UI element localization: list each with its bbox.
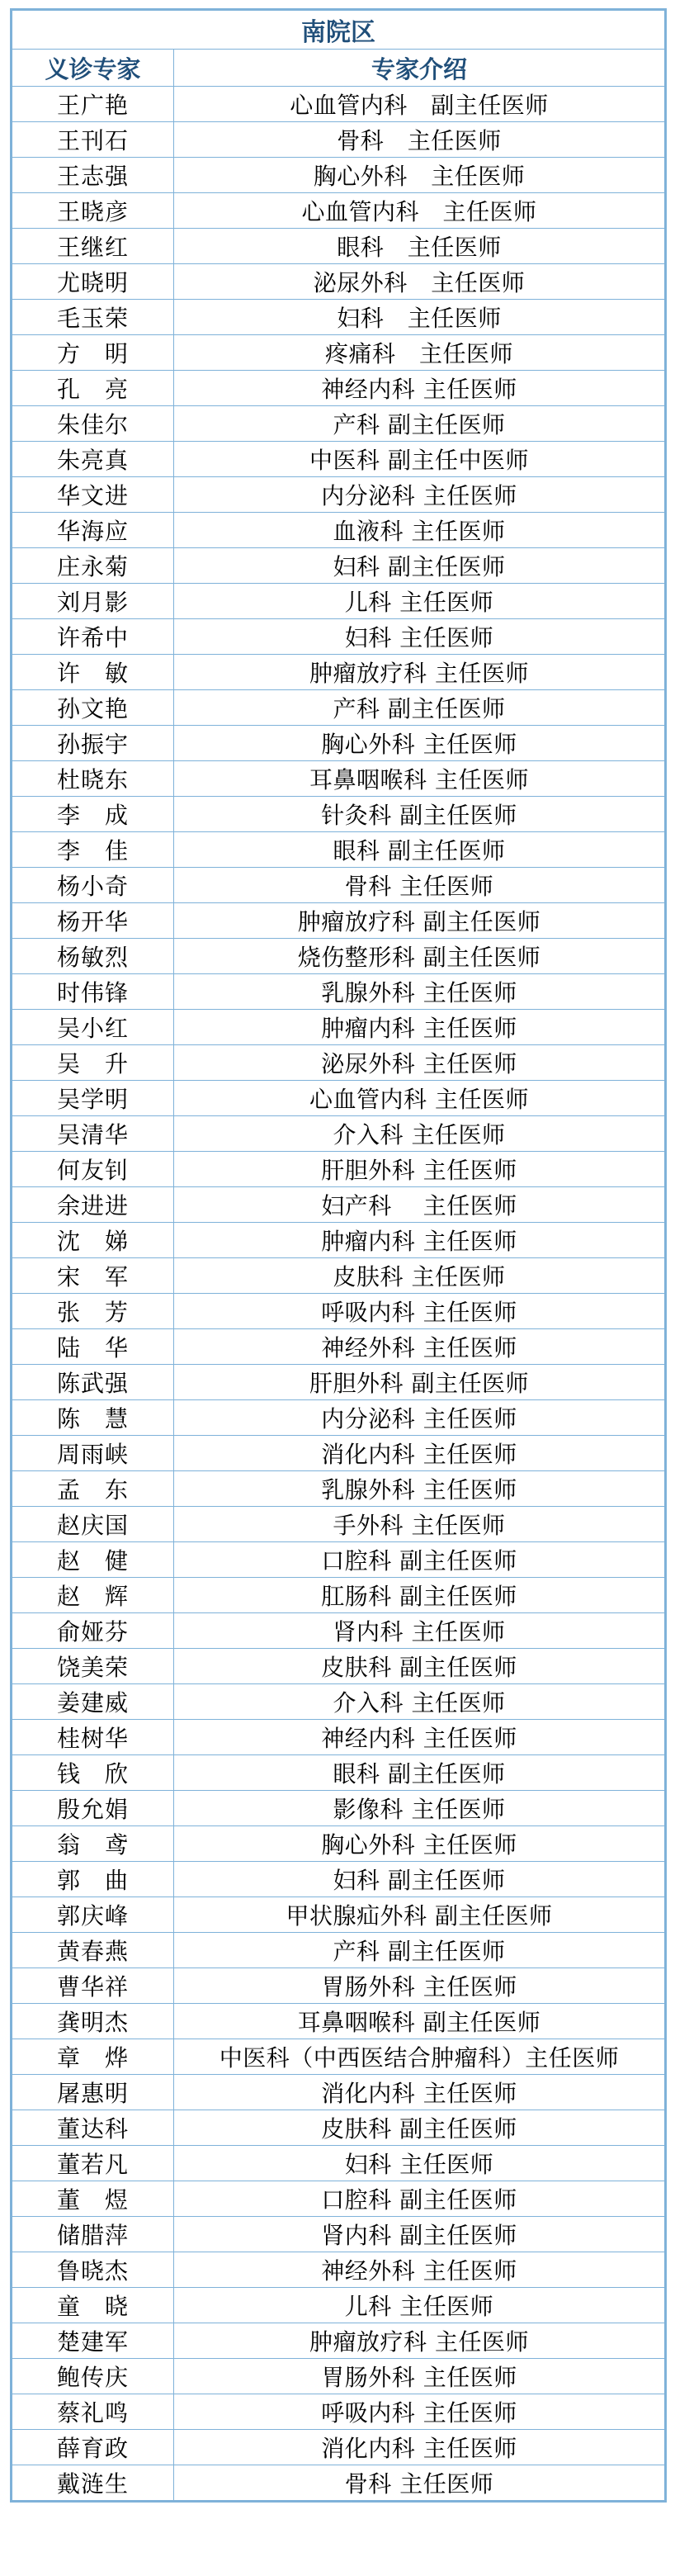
table-row bbox=[12, 1400, 665, 1436]
table-row bbox=[12, 939, 665, 974]
table-title: 南院区 bbox=[12, 11, 665, 50]
expert-intro: 血液科 主任医师 bbox=[174, 513, 665, 548]
expert-name: 董 煜 bbox=[12, 2181, 174, 2217]
table-row bbox=[12, 1720, 665, 1755]
expert-intro: 肿瘤放疗科 副主任医师 bbox=[174, 903, 665, 939]
table-row bbox=[12, 335, 665, 371]
table-row bbox=[12, 1010, 665, 1045]
expert-intro: 肿瘤放疗科 主任医师 bbox=[174, 2323, 665, 2359]
expert-table-container bbox=[10, 8, 667, 2503]
expert-name: 陈 慧 bbox=[12, 1400, 174, 1436]
table-header-row bbox=[12, 50, 665, 87]
table-row bbox=[12, 797, 665, 832]
table-row bbox=[12, 1045, 665, 1081]
table-row bbox=[12, 1294, 665, 1329]
expert-intro: 肾内科 副主任医师 bbox=[174, 2217, 665, 2252]
expert-intro: 烧伤整形科 副主任医师 bbox=[174, 939, 665, 974]
expert-name: 时伟锋 bbox=[12, 974, 174, 1010]
expert-name: 孟 东 bbox=[12, 1471, 174, 1507]
expert-intro: 皮肤科 副主任医师 bbox=[174, 1649, 665, 1684]
table-row bbox=[12, 1968, 665, 2004]
table-row bbox=[12, 1684, 665, 1720]
table-row bbox=[12, 158, 665, 193]
expert-intro: 皮肤科 主任医师 bbox=[174, 1258, 665, 1294]
expert-intro: 心血管内科 主任医师 bbox=[174, 1081, 665, 1116]
table-row bbox=[12, 1471, 665, 1507]
expert-intro: 肿瘤内科 主任医师 bbox=[174, 1010, 665, 1045]
expert-name: 庄永菊 bbox=[12, 548, 174, 584]
expert-intro: 胃肠外科 主任医师 bbox=[174, 2359, 665, 2394]
expert-intro: 内分泌科 主任医师 bbox=[174, 1400, 665, 1436]
table-row bbox=[12, 513, 665, 548]
table-row bbox=[12, 2288, 665, 2323]
table-row bbox=[12, 1613, 665, 1649]
expert-name: 薛育政 bbox=[12, 2430, 174, 2465]
expert-name: 桂树华 bbox=[12, 1720, 174, 1755]
expert-name: 储腊萍 bbox=[12, 2217, 174, 2252]
table-row bbox=[12, 584, 665, 619]
expert-intro: 胸心外科 主任医师 bbox=[174, 158, 665, 193]
expert-name: 吴学明 bbox=[12, 1081, 174, 1116]
expert-intro: 耳鼻咽喉科 副主任医师 bbox=[174, 2004, 665, 2039]
table-row bbox=[12, 1507, 665, 1542]
expert-name: 翁 鸢 bbox=[12, 1826, 174, 1862]
expert-intro: 泌尿外科 主任医师 bbox=[174, 1045, 665, 1081]
expert-name: 蔡礼鸣 bbox=[12, 2394, 174, 2430]
expert-intro: 胃肠外科 主任医师 bbox=[174, 1968, 665, 2004]
expert-intro: 肿瘤内科 主任医师 bbox=[174, 1223, 665, 1258]
table-row bbox=[12, 2181, 665, 2217]
expert-intro: 心血管内科 主任医师 bbox=[174, 193, 665, 229]
expert-name: 王志强 bbox=[12, 158, 174, 193]
expert-intro: 骨科 主任医师 bbox=[174, 2465, 665, 2501]
table-body bbox=[12, 87, 665, 2501]
table-row bbox=[12, 868, 665, 903]
expert-intro: 介入科 主任医师 bbox=[174, 1684, 665, 1720]
expert-intro: 眼科 副主任医师 bbox=[174, 832, 665, 868]
expert-name: 方 明 bbox=[12, 335, 174, 371]
expert-name: 童 晓 bbox=[12, 2288, 174, 2323]
expert-intro: 神经内科 主任医师 bbox=[174, 1720, 665, 1755]
expert-name: 许 敏 bbox=[12, 655, 174, 690]
table-row bbox=[12, 2430, 665, 2465]
expert-name: 朱亮真 bbox=[12, 442, 174, 477]
expert-intro: 肛肠科 副主任医师 bbox=[174, 1578, 665, 1613]
expert-intro: 妇产科 主任医师 bbox=[174, 1187, 665, 1223]
table-row bbox=[12, 2323, 665, 2359]
expert-intro: 心血管内科 副主任医师 bbox=[174, 87, 665, 122]
expert-name: 赵 健 bbox=[12, 1542, 174, 1578]
expert-intro: 妇科 主任医师 bbox=[174, 619, 665, 655]
table-row bbox=[12, 2359, 665, 2394]
expert-intro: 中医科（中西医结合肿瘤科）主任医师 bbox=[174, 2039, 665, 2075]
table-row bbox=[12, 1329, 665, 1365]
table-row bbox=[12, 1365, 665, 1400]
table-row bbox=[12, 1152, 665, 1187]
expert-name: 朱佳尔 bbox=[12, 406, 174, 442]
expert-intro: 神经外科 主任医师 bbox=[174, 2252, 665, 2288]
expert-intro: 妇科 主任医师 bbox=[174, 300, 665, 335]
header-intro: 专家介绍 bbox=[174, 50, 665, 87]
table-row bbox=[12, 619, 665, 655]
table-row bbox=[12, 1897, 665, 1933]
table-row bbox=[12, 655, 665, 690]
table-row bbox=[12, 193, 665, 229]
table-row bbox=[12, 2004, 665, 2039]
table-row bbox=[12, 2075, 665, 2110]
expert-name: 章 烨 bbox=[12, 2039, 174, 2075]
table-row bbox=[12, 371, 665, 406]
expert-intro: 口腔科 副主任医师 bbox=[174, 1542, 665, 1578]
expert-intro: 眼科 主任医师 bbox=[174, 229, 665, 264]
table-row bbox=[12, 1578, 665, 1613]
expert-name: 楚建军 bbox=[12, 2323, 174, 2359]
table-row bbox=[12, 1862, 665, 1897]
expert-intro: 乳腺外科 主任医师 bbox=[174, 974, 665, 1010]
expert-name: 何友钊 bbox=[12, 1152, 174, 1187]
expert-name: 李 成 bbox=[12, 797, 174, 832]
expert-intro: 眼科 副主任医师 bbox=[174, 1755, 665, 1791]
expert-name: 王广艳 bbox=[12, 87, 174, 122]
expert-name: 鲁晓杰 bbox=[12, 2252, 174, 2288]
expert-name: 孔 亮 bbox=[12, 371, 174, 406]
expert-intro: 骨科 主任医师 bbox=[174, 868, 665, 903]
expert-intro: 妇科 副主任医师 bbox=[174, 548, 665, 584]
expert-intro: 口腔科 副主任医师 bbox=[174, 2181, 665, 2217]
expert-intro: 肾内科 主任医师 bbox=[174, 1613, 665, 1649]
expert-intro: 儿科 主任医师 bbox=[174, 584, 665, 619]
expert-name: 殷允娟 bbox=[12, 1791, 174, 1826]
table-row bbox=[12, 122, 665, 158]
expert-name: 杨开华 bbox=[12, 903, 174, 939]
table-row bbox=[12, 2465, 665, 2501]
table-row bbox=[12, 1791, 665, 1826]
expert-name: 华文进 bbox=[12, 477, 174, 513]
table-row bbox=[12, 1187, 665, 1223]
expert-name: 姜建威 bbox=[12, 1684, 174, 1720]
table-row bbox=[12, 1436, 665, 1471]
expert-intro: 儿科 主任医师 bbox=[174, 2288, 665, 2323]
expert-intro: 内分泌科 主任医师 bbox=[174, 477, 665, 513]
table-row bbox=[12, 690, 665, 726]
expert-name: 孙振宇 bbox=[12, 726, 174, 761]
expert-intro: 肝胆外科 副主任医师 bbox=[174, 1365, 665, 1400]
table-row bbox=[12, 2039, 665, 2075]
expert-intro: 介入科 主任医师 bbox=[174, 1116, 665, 1152]
table-row bbox=[12, 264, 665, 300]
expert-name: 余进进 bbox=[12, 1187, 174, 1223]
header-expert: 义诊专家 bbox=[12, 50, 174, 87]
expert-intro: 乳腺外科 主任医师 bbox=[174, 1471, 665, 1507]
expert-name: 郭 曲 bbox=[12, 1862, 174, 1897]
expert-name: 沈 娣 bbox=[12, 1223, 174, 1258]
expert-table bbox=[12, 10, 665, 2501]
expert-intro: 妇科 副主任医师 bbox=[174, 1862, 665, 1897]
table-row bbox=[12, 2394, 665, 2430]
expert-name: 毛玉荣 bbox=[12, 300, 174, 335]
expert-name: 杨小奇 bbox=[12, 868, 174, 903]
expert-name: 张 芳 bbox=[12, 1294, 174, 1329]
table-row bbox=[12, 1755, 665, 1791]
expert-intro: 消化内科 主任医师 bbox=[174, 2430, 665, 2465]
table-row bbox=[12, 548, 665, 584]
expert-intro: 肿瘤放疗科 主任医师 bbox=[174, 655, 665, 690]
table-row bbox=[12, 903, 665, 939]
expert-name: 王刊石 bbox=[12, 122, 174, 158]
expert-intro: 肝胆外科 主任医师 bbox=[174, 1152, 665, 1187]
expert-intro: 产科 副主任医师 bbox=[174, 1933, 665, 1968]
expert-name: 曹华祥 bbox=[12, 1968, 174, 2004]
table-row bbox=[12, 2110, 665, 2146]
expert-name: 鲍传庆 bbox=[12, 2359, 174, 2394]
expert-intro: 胸心外科 主任医师 bbox=[174, 726, 665, 761]
table-row bbox=[12, 1258, 665, 1294]
expert-intro: 中医科 副主任中医师 bbox=[174, 442, 665, 477]
table-row bbox=[12, 1826, 665, 1862]
table-row bbox=[12, 2252, 665, 2288]
expert-name: 周雨峡 bbox=[12, 1436, 174, 1471]
expert-name: 王继红 bbox=[12, 229, 174, 264]
expert-name: 钱 欣 bbox=[12, 1755, 174, 1791]
expert-name: 吴清华 bbox=[12, 1116, 174, 1152]
expert-name: 赵庆国 bbox=[12, 1507, 174, 1542]
expert-intro: 胸心外科 主任医师 bbox=[174, 1826, 665, 1862]
expert-name: 屠惠明 bbox=[12, 2075, 174, 2110]
expert-name: 赵 辉 bbox=[12, 1578, 174, 1613]
table-row bbox=[12, 1081, 665, 1116]
expert-intro: 耳鼻咽喉科 主任医师 bbox=[174, 761, 665, 797]
expert-name: 华海应 bbox=[12, 513, 174, 548]
expert-name: 俞娅芬 bbox=[12, 1613, 174, 1649]
expert-name: 刘月影 bbox=[12, 584, 174, 619]
table-row bbox=[12, 2217, 665, 2252]
expert-intro: 疼痛科 主任医师 bbox=[174, 335, 665, 371]
expert-intro: 泌尿外科 主任医师 bbox=[174, 264, 665, 300]
expert-intro: 呼吸内科 主任医师 bbox=[174, 1294, 665, 1329]
expert-name: 龚明杰 bbox=[12, 2004, 174, 2039]
expert-name: 郭庆峰 bbox=[12, 1897, 174, 1933]
table-row bbox=[12, 761, 665, 797]
expert-name: 饶美荣 bbox=[12, 1649, 174, 1684]
table-row bbox=[12, 726, 665, 761]
table-row bbox=[12, 442, 665, 477]
expert-name: 尤晓明 bbox=[12, 264, 174, 300]
table-row bbox=[12, 1223, 665, 1258]
table-row bbox=[12, 229, 665, 264]
expert-name: 戴涟生 bbox=[12, 2465, 174, 2501]
expert-intro: 手外科 主任医师 bbox=[174, 1507, 665, 1542]
expert-intro: 消化内科 主任医师 bbox=[174, 2075, 665, 2110]
expert-name: 吴小红 bbox=[12, 1010, 174, 1045]
expert-intro: 消化内科 主任医师 bbox=[174, 1436, 665, 1471]
expert-name: 吴 升 bbox=[12, 1045, 174, 1081]
expert-intro: 呼吸内科 主任医师 bbox=[174, 2394, 665, 2430]
expert-name: 杨敏烈 bbox=[12, 939, 174, 974]
expert-intro: 妇科 主任医师 bbox=[174, 2146, 665, 2181]
expert-intro: 神经内科 主任医师 bbox=[174, 371, 665, 406]
expert-intro: 针灸科 副主任医师 bbox=[174, 797, 665, 832]
table-row bbox=[12, 300, 665, 335]
table-title-row bbox=[12, 11, 665, 50]
table-row bbox=[12, 87, 665, 122]
expert-intro: 产科 副主任医师 bbox=[174, 690, 665, 726]
table-row bbox=[12, 477, 665, 513]
expert-name: 王晓彦 bbox=[12, 193, 174, 229]
table-row bbox=[12, 1542, 665, 1578]
expert-intro: 神经外科 主任医师 bbox=[174, 1329, 665, 1365]
expert-intro: 甲状腺疝外科 副主任医师 bbox=[174, 1897, 665, 1933]
expert-name: 杜晓东 bbox=[12, 761, 174, 797]
expert-intro: 产科 副主任医师 bbox=[174, 406, 665, 442]
expert-name: 董若凡 bbox=[12, 2146, 174, 2181]
expert-name: 董达科 bbox=[12, 2110, 174, 2146]
expert-name: 黄春燕 bbox=[12, 1933, 174, 1968]
table-row bbox=[12, 974, 665, 1010]
table-row bbox=[12, 832, 665, 868]
table-row bbox=[12, 1116, 665, 1152]
expert-intro: 皮肤科 副主任医师 bbox=[174, 2110, 665, 2146]
expert-name: 李 佳 bbox=[12, 832, 174, 868]
table-row bbox=[12, 406, 665, 442]
expert-name: 陆 华 bbox=[12, 1329, 174, 1365]
expert-intro: 骨科 主任医师 bbox=[174, 122, 665, 158]
expert-intro: 影像科 主任医师 bbox=[174, 1791, 665, 1826]
expert-name: 宋 军 bbox=[12, 1258, 174, 1294]
expert-name: 孙文艳 bbox=[12, 690, 174, 726]
table-row bbox=[12, 1649, 665, 1684]
expert-name: 陈武强 bbox=[12, 1365, 174, 1400]
table-row bbox=[12, 1933, 665, 1968]
expert-name: 许希中 bbox=[12, 619, 174, 655]
table-row bbox=[12, 2146, 665, 2181]
